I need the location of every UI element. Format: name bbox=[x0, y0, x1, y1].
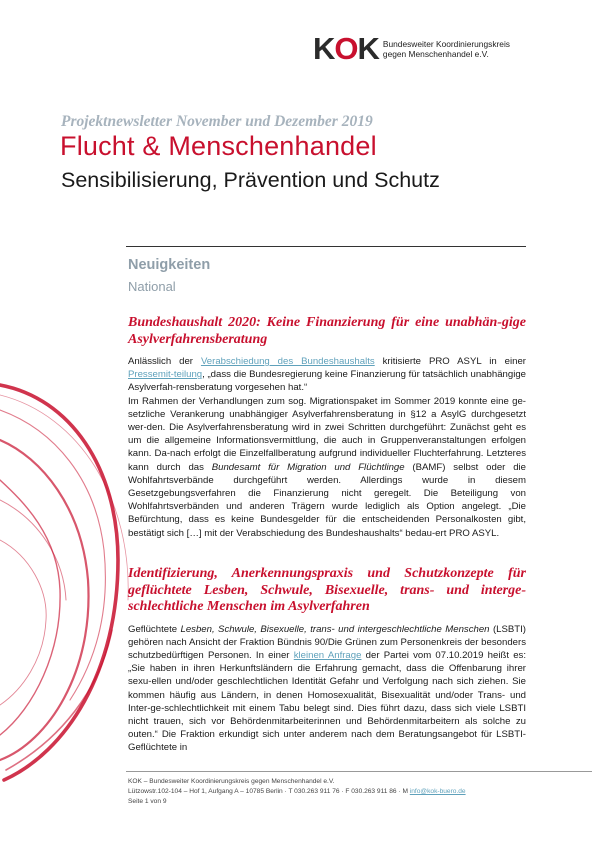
footer-address bbox=[128, 787, 466, 797]
text-run: , „dass die Bundesregierung keine Finanzierung für tatsächlich unabhängige Asylverfah-rensberatung vorgesehen hat.“ bbox=[128, 369, 526, 394]
section-title: Neuigkeiten bbox=[128, 257, 211, 273]
article-paragraph bbox=[128, 355, 526, 395]
footer-organization: KOK – Bundesweiter Koordinierungskreis gegen Menschenhandel e.V. bbox=[128, 778, 335, 785]
text-run: der Partei vom 07.10.2019 heißt es: „Sie haben in ihren Herkunftsländern die Erfahrung gemacht, dass die Offenbarung ihrer sexu-ellen und/oder geschlechtlichen Identität Gefahr und Verfolgung nach sich ziehen. Sie kommen häufig aus Ländern, in denen Homosexualität, Bisexualität und/oder Trans- und Inter-ge-schlechtlichkeit mit einem Tabu belegt sind. Dies führt dazu, dass sich viele LSBTI nicht trauen, sich vor Behördenmitarbeiterinnen und Behördenmitarbeitern als solche zu outen.“ Die Fraktion erkundigt sich unter anderem nach dem Beratungsangebot für LSBTI-Geflüchtete in bbox=[128, 649, 527, 754]
logo-letter-k: K bbox=[357, 31, 379, 66]
link-kleine-anfrage[interactable]: kleinen Anfrage bbox=[293, 649, 362, 661]
section-divider bbox=[126, 246, 526, 247]
text-run: Geflüchtete bbox=[128, 623, 181, 635]
logo-letter-o: O bbox=[334, 31, 358, 66]
kok-logo-mark bbox=[313, 33, 379, 64]
logo-text bbox=[383, 39, 510, 59]
footer-divider bbox=[126, 771, 592, 772]
article-heading: Bundeshaushalt 2020: Keine Finanzierung für eine unabhän-gige Asylverfahrensberatung bbox=[128, 315, 526, 347]
footer-email-link[interactable]: info@kok-buero.de bbox=[409, 788, 466, 795]
page-subtitle: Sensibilisierung, Prävention und Schutz bbox=[61, 168, 440, 192]
footer-page-number: Seite 1 von 9 bbox=[128, 798, 167, 805]
page-footer bbox=[128, 777, 466, 807]
text-run: (LSBTI) gehören nach Ansicht der Fraktion Bündnis 90/Die Grünen zum Personenkreis der besonders schutzbedürftigen Personen. In einer bbox=[128, 623, 526, 661]
text-run: Im Rahmen der Verhandlungen zum sog. Migrationspaket im Sommer 2019 konnte eine ge-setzliche Verankerung unabhängiger Asylverfahrensberatung in §12 a AsylG durchgesetzt wer-den. Die Asylverfahrensberatung wird in zwei Schritten durchgeführt: Zunächst geht es um die allgemeine Informationsvermittlung, die auch in Gruppenveranstaltungen erfolgen kann. Da-nach erfolgt die Einzelfallberatung aufgrund individueller Fluchterfahrung. Letzteres kann durch das bbox=[128, 395, 526, 473]
article-paragraph bbox=[128, 395, 526, 540]
text-emphasis: Bundesamt für Migration und Flüchtlinge bbox=[211, 461, 405, 473]
section-subtitle: National bbox=[128, 279, 176, 294]
link-pressemitteilung[interactable]: Pressemit-teilung bbox=[128, 369, 203, 381]
text-run: (BAMF) selbst oder die Wohlfahrtsverbände durchgeführt werden. Allerdings wurde in diesem Gesetzgebungsverfahren die Finanzierung nicht geregelt. Die Beteiligung von Wohlfahrtsverbänden und anderen Trägern wurde lediglich als Option angelegt. „Die Befürchtung, dass es keine Bundesgelder für die entscheidenden Personalkosten gibt, bestätigt sich […] mit der Verabschiedung des Bundeshaushalts“ bedau-ert PRO ASYL. bbox=[128, 461, 526, 539]
page-title: Flucht & Menschenhandel bbox=[60, 131, 377, 161]
logo-line-1: Bundesweiter Koordinierungskreis bbox=[382, 38, 510, 49]
logo-letter-k: K bbox=[313, 31, 335, 66]
link-verabschiedung-bundeshaushalt[interactable]: Verabschiedung des Bundeshaushalts bbox=[200, 356, 375, 367]
article-heading: Identifizierung, Anerkennungspraxis und Schutzkonzepte für geflüchtete Lesben, Schwule, Bisexuelle, trans- und interge-schlechtliche Menschen im Asylverfahren bbox=[128, 566, 526, 614]
newsletter-kicker: Projektnewsletter November und Dezember 2019 bbox=[61, 113, 373, 130]
text-emphasis: Lesben, Schwule, Bisexuelle, trans- und intergeschlechtliche Menschen bbox=[180, 623, 490, 635]
kok-logo bbox=[313, 33, 510, 64]
article-lsbti bbox=[128, 566, 526, 755]
article-bundeshaushalt bbox=[128, 315, 526, 540]
text-run: kritisierte PRO ASYL in einer bbox=[374, 356, 527, 367]
logo-line-2: gegen Menschenhandel e.V. bbox=[382, 48, 489, 59]
article-paragraph bbox=[128, 623, 526, 755]
footer-address-text: Lützowstr.102-104 – Hof 1, Aufgang A – 10785 Berlin · T 030.263 911 76 · F 030.263 911 86 · M bbox=[128, 788, 410, 795]
text-run: Anlässlich der bbox=[128, 356, 201, 367]
